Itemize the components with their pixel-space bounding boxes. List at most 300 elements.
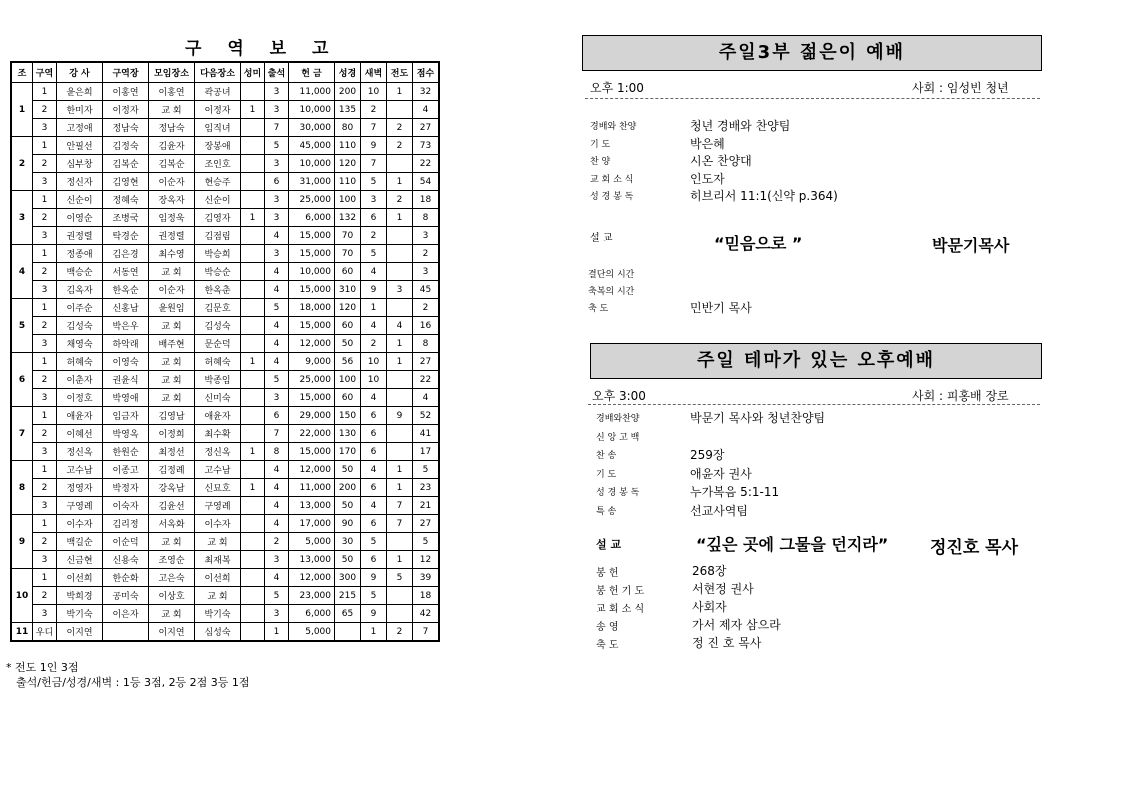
table-cell xyxy=(241,551,265,569)
service2-divider xyxy=(588,404,1040,405)
table-row xyxy=(11,83,439,101)
table-cell: 안필선 xyxy=(57,137,103,155)
table-cell: 1 xyxy=(241,101,265,119)
table-cell xyxy=(241,389,265,407)
table-cell: 1 xyxy=(387,209,413,227)
table-cell: 90 xyxy=(335,515,361,533)
table-cell: 56 xyxy=(335,353,361,371)
order-value: 268장 xyxy=(692,564,727,578)
table-row xyxy=(11,389,439,407)
table-cell: 12,000 xyxy=(289,569,335,587)
table-cell: 서동연 xyxy=(103,263,149,281)
note-evangelism: * 전도 1인 3점 xyxy=(6,661,79,674)
table-cell: 6 xyxy=(361,425,387,443)
table-cell: 4 xyxy=(265,317,289,335)
order-value: 박은혜 xyxy=(690,136,725,151)
table-cell: 3 xyxy=(387,281,413,299)
table-cell: 신순이 xyxy=(195,191,241,209)
table-cell: 3 xyxy=(33,443,57,461)
table-cell: 심성숙 xyxy=(195,623,241,642)
table-cell: 6 xyxy=(265,173,289,191)
table-row xyxy=(11,407,439,425)
table-cell: 22,000 xyxy=(289,425,335,443)
table-cell: 45,000 xyxy=(289,137,335,155)
table-cell: 신홍남 xyxy=(103,299,149,317)
table-cell: 현승주 xyxy=(195,173,241,191)
order-label: 찬 양 xyxy=(590,157,611,167)
order-label: 봉 헌 xyxy=(596,568,619,579)
table-cell: 김영남 xyxy=(149,407,195,425)
table-cell: 100 xyxy=(335,371,361,389)
table-cell: 문순덕 xyxy=(195,335,241,353)
table-row xyxy=(11,497,439,515)
order-label: 성 경 봉 독 xyxy=(590,192,634,202)
table-cell: 15,000 xyxy=(289,389,335,407)
table-cell: 4 xyxy=(361,461,387,479)
table-cell: 김성숙 xyxy=(57,317,103,335)
table-cell: 6 xyxy=(361,209,387,227)
table-cell: 신용숙 xyxy=(103,551,149,569)
table-cell xyxy=(387,533,413,551)
table-cell: 4 xyxy=(265,461,289,479)
table-cell: 김영자 xyxy=(195,209,241,227)
table-cell xyxy=(241,263,265,281)
table-cell: 1 xyxy=(33,137,57,155)
table-cell: 이선희 xyxy=(57,569,103,587)
table-row xyxy=(11,425,439,443)
table-cell: 73 xyxy=(413,137,440,155)
column-header: 점수 xyxy=(413,62,440,83)
service2-sermon-title: “깊은 곳에 그물을 던지라” xyxy=(696,535,889,554)
table-cell: 이정호 xyxy=(57,389,103,407)
table-cell: 3 xyxy=(265,83,289,101)
table-cell: 4 xyxy=(265,281,289,299)
table-cell: 1 xyxy=(33,515,57,533)
order-value: 애윤자 권사 xyxy=(690,466,752,481)
group-cell: 4 xyxy=(11,245,33,299)
table-cell: 10 xyxy=(361,83,387,101)
table-row xyxy=(11,281,439,299)
table-cell: 조병국 xyxy=(103,209,149,227)
order-label: 봉 헌 기 도 xyxy=(596,586,645,597)
service2-preacher: 정진호 목사 xyxy=(930,538,1019,558)
table-cell: 23 xyxy=(413,479,440,497)
table-cell: 15,000 xyxy=(289,281,335,299)
table-row xyxy=(11,209,439,227)
service2-host: 사회 : 피홍배 장로 xyxy=(912,389,1009,403)
table-cell: 1 xyxy=(387,353,413,371)
table-cell: 1 xyxy=(33,245,57,263)
table-cell: 이수자 xyxy=(57,515,103,533)
table-cell: 교 회 xyxy=(149,263,195,281)
table-cell: 54 xyxy=(413,173,440,191)
table-cell: 김복순 xyxy=(149,155,195,173)
table-cell: 김윤자 xyxy=(149,137,195,155)
table-cell: 120 xyxy=(335,299,361,317)
table-cell: 9 xyxy=(361,605,387,623)
table-cell: 정종애 xyxy=(57,245,103,263)
report-title: 구 역 보 고 xyxy=(185,39,339,59)
table-cell: 29,000 xyxy=(289,407,335,425)
table-cell: 22 xyxy=(413,371,440,389)
table-cell: 3 xyxy=(265,155,289,173)
table-cell: 임금자 xyxy=(103,407,149,425)
table-cell: 김정례 xyxy=(149,461,195,479)
table-cell: 135 xyxy=(335,101,361,119)
table-cell: 2 xyxy=(387,623,413,642)
table-cell: 임직녀 xyxy=(195,119,241,137)
service2-sermon-label: 설 교 xyxy=(596,538,622,551)
table-cell: 27 xyxy=(413,353,440,371)
table-cell: 6,000 xyxy=(289,605,335,623)
table-cell: 김정숙 xyxy=(103,137,149,155)
order-label: 기 도 xyxy=(590,139,611,150)
service1-time: 오후 1:00 xyxy=(590,81,644,95)
order-label: 교 회 소 식 xyxy=(590,174,634,185)
table-cell: 7 xyxy=(361,119,387,137)
table-cell: 4 xyxy=(265,353,289,371)
table-cell: 1 xyxy=(361,299,387,317)
table-cell xyxy=(241,137,265,155)
order-label: 송 영 xyxy=(596,622,619,633)
table-cell: 이숙자 xyxy=(103,497,149,515)
table-cell: 임정욱 xyxy=(149,209,195,227)
table-cell: 110 xyxy=(335,173,361,191)
table-cell: 이은자 xyxy=(103,605,149,623)
table-cell: 2 xyxy=(33,263,57,281)
table-cell: 5,000 xyxy=(289,533,335,551)
order-value: 박문기 목사와 청년찬양팀 xyxy=(690,411,826,425)
table-cell: 교 회 xyxy=(149,605,195,623)
table-cell: 3 xyxy=(265,209,289,227)
note-scoring: 출석/헌금/성경/새벽 : 1등 3점, 2등 2점 3등 1점 xyxy=(16,676,250,689)
table-cell: 한미자 xyxy=(57,101,103,119)
group-cell: 10 xyxy=(11,569,33,623)
table-cell: 4 xyxy=(265,569,289,587)
table-cell: 1 xyxy=(387,335,413,353)
table-cell: 윤은희 xyxy=(57,83,103,101)
table-cell: 정신옥 xyxy=(57,443,103,461)
table-cell: 이순덕 xyxy=(103,533,149,551)
table-cell: 이상호 xyxy=(149,587,195,605)
table-cell: 조인호 xyxy=(195,155,241,173)
table-cell: 130 xyxy=(335,425,361,443)
table-header-row xyxy=(11,62,439,83)
column-header: 구역 xyxy=(33,62,57,83)
table-row xyxy=(11,227,439,245)
table-cell: 18,000 xyxy=(289,299,335,317)
table-cell: 11,000 xyxy=(289,83,335,101)
table-cell: 3 xyxy=(33,605,57,623)
table-cell: 3 xyxy=(265,389,289,407)
table-cell xyxy=(387,155,413,173)
table-cell xyxy=(241,587,265,605)
table-cell: 25,000 xyxy=(289,371,335,389)
table-cell: 50 xyxy=(335,551,361,569)
column-header: 강 사 xyxy=(57,62,103,83)
table-cell xyxy=(387,101,413,119)
table-cell: 3 xyxy=(413,263,440,281)
table-cell: 이순자 xyxy=(149,173,195,191)
table-cell xyxy=(241,299,265,317)
table-cell xyxy=(241,569,265,587)
table-cell: 박종임 xyxy=(195,371,241,389)
group-cell: 1 xyxy=(11,83,33,137)
table-cell: 5 xyxy=(361,587,387,605)
table-cell: 교 회 xyxy=(149,353,195,371)
table-cell: 60 xyxy=(335,389,361,407)
table-cell: 김점림 xyxy=(195,227,241,245)
table-cell: 18 xyxy=(413,191,440,209)
table-cell: 2 xyxy=(413,245,440,263)
table-cell: 한옥순 xyxy=(103,281,149,299)
table-cell: 고수남 xyxy=(195,461,241,479)
table-cell: 50 xyxy=(335,497,361,515)
table-cell: 3 xyxy=(413,227,440,245)
table-cell xyxy=(241,623,265,642)
table-cell: 170 xyxy=(335,443,361,461)
table-cell: 박승순 xyxy=(195,263,241,281)
table-cell xyxy=(241,227,265,245)
table-cell: 7 xyxy=(265,119,289,137)
table-cell: 김복순 xyxy=(103,155,149,173)
table-cell: 2 xyxy=(33,209,57,227)
table-cell: 1 xyxy=(241,353,265,371)
table-cell: 최수확 xyxy=(195,425,241,443)
table-cell: 교 회 xyxy=(195,533,241,551)
table-cell xyxy=(335,623,361,642)
table-cell: 9 xyxy=(361,569,387,587)
table-cell: 고정애 xyxy=(57,119,103,137)
table-cell: 50 xyxy=(335,461,361,479)
table-cell: 3 xyxy=(33,389,57,407)
table-cell: 박정자 xyxy=(103,479,149,497)
table-cell: 이순자 xyxy=(149,281,195,299)
table-cell: 6 xyxy=(361,443,387,461)
table-cell: 이정자 xyxy=(103,101,149,119)
table-cell: 3 xyxy=(33,335,57,353)
table-cell: 110 xyxy=(335,137,361,155)
table-cell: 5 xyxy=(413,461,440,479)
table-cell: 신순이 xyxy=(57,191,103,209)
table-cell: 윤원임 xyxy=(149,299,195,317)
group-cell: 6 xyxy=(11,353,33,407)
order-value: 청년 경배와 찬양팀 xyxy=(690,119,791,133)
service1-sermon-label: 설 교 xyxy=(590,233,613,244)
column-header: 조 xyxy=(11,62,33,83)
table-cell: 2 xyxy=(33,533,57,551)
table-cell: 정남숙 xyxy=(103,119,149,137)
table-cell: 5 xyxy=(265,299,289,317)
service1-divider xyxy=(585,98,1040,99)
table-row xyxy=(11,533,439,551)
table-row xyxy=(11,299,439,317)
table-cell: 4 xyxy=(361,263,387,281)
column-header: 출석 xyxy=(265,62,289,83)
table-cell xyxy=(387,587,413,605)
table-cell: 5 xyxy=(361,173,387,191)
table-cell xyxy=(387,389,413,407)
order-label: 찬 송 xyxy=(596,451,617,461)
column-header: 구역장 xyxy=(103,62,149,83)
table-cell: 5 xyxy=(265,371,289,389)
table-cell: 5 xyxy=(387,569,413,587)
table-cell: 이선희 xyxy=(195,569,241,587)
order-label: 교 회 소 식 xyxy=(596,604,645,615)
table-cell xyxy=(241,155,265,173)
table-cell: 허혜숙 xyxy=(195,353,241,371)
column-header: 성경 xyxy=(335,62,361,83)
table-cell: 100 xyxy=(335,191,361,209)
table-cell: 교 회 xyxy=(149,389,195,407)
table-row xyxy=(11,371,439,389)
table-cell: 30,000 xyxy=(289,119,335,137)
table-cell: 3 xyxy=(33,281,57,299)
table-cell: 2 xyxy=(361,227,387,245)
table-cell xyxy=(387,605,413,623)
table-row xyxy=(11,551,439,569)
table-cell: 5 xyxy=(413,533,440,551)
table-cell: 39 xyxy=(413,569,440,587)
table-cell: 9 xyxy=(361,137,387,155)
order-value: 259장 xyxy=(690,448,725,462)
table-cell xyxy=(241,245,265,263)
table-cell: 4 xyxy=(265,497,289,515)
table-cell: 4 xyxy=(361,317,387,335)
table-cell: 3 xyxy=(265,101,289,119)
table-cell: 한원순 xyxy=(103,443,149,461)
table-cell: 1 xyxy=(33,299,57,317)
table-cell: 8 xyxy=(413,209,440,227)
table-cell: 이혜선 xyxy=(57,425,103,443)
table-cell: 3 xyxy=(33,173,57,191)
table-cell: 2 xyxy=(387,119,413,137)
table-cell: 김문호 xyxy=(195,299,241,317)
table-row xyxy=(11,479,439,497)
table-cell: 권정렬 xyxy=(149,227,195,245)
table-row xyxy=(11,569,439,587)
order-label: 축복의 시간 xyxy=(588,287,635,297)
table-cell: 구영례 xyxy=(57,497,103,515)
table-cell: 이수자 xyxy=(195,515,241,533)
table-cell: 권정렬 xyxy=(57,227,103,245)
table-cell: 채영숙 xyxy=(57,335,103,353)
table-cell xyxy=(241,335,265,353)
table-cell: 1 xyxy=(241,209,265,227)
order-value: 인도자 xyxy=(690,171,725,186)
table-cell: 김성숙 xyxy=(195,317,241,335)
table-cell: 김옥자 xyxy=(57,281,103,299)
table-cell: 박영옥 xyxy=(103,425,149,443)
group-cell: 7 xyxy=(11,407,33,461)
table-cell xyxy=(241,191,265,209)
table-cell: 1 xyxy=(387,461,413,479)
table-cell: 2 xyxy=(33,425,57,443)
table-cell: 2 xyxy=(33,155,57,173)
table-cell: 13,000 xyxy=(289,551,335,569)
table-cell: 정신자 xyxy=(57,173,103,191)
order-value: 선교사역팀 xyxy=(690,503,748,518)
table-cell: 120 xyxy=(335,155,361,173)
table-cell: 16 xyxy=(413,317,440,335)
table-cell: 27 xyxy=(413,119,440,137)
table-cell: 12,000 xyxy=(289,461,335,479)
table-cell: 8 xyxy=(413,335,440,353)
table-cell: 3 xyxy=(33,119,57,137)
table-cell: 김윤선 xyxy=(149,497,195,515)
table-cell: 4 xyxy=(413,389,440,407)
group-cell: 5 xyxy=(11,299,33,353)
table-cell xyxy=(387,245,413,263)
table-row xyxy=(11,353,439,371)
table-cell: 4 xyxy=(361,497,387,515)
table-cell: 이영순 xyxy=(57,209,103,227)
table-cell xyxy=(241,83,265,101)
table-cell: 조영순 xyxy=(149,551,195,569)
table-cell: 3 xyxy=(33,497,57,515)
group-cell: 11 xyxy=(11,623,33,642)
table-row xyxy=(11,119,439,137)
table-cell: 10 xyxy=(361,371,387,389)
table-row xyxy=(11,623,439,642)
table-cell: 1 xyxy=(33,191,57,209)
table-cell: 50 xyxy=(335,335,361,353)
table-cell: 5 xyxy=(265,587,289,605)
order-label: 경배와 찬양 xyxy=(590,122,637,132)
table-cell: 정영자 xyxy=(57,479,103,497)
table-cell: 이종고 xyxy=(103,461,149,479)
table-cell: 21 xyxy=(413,497,440,515)
table-cell: 신금현 xyxy=(57,551,103,569)
table-cell: 강옥남 xyxy=(149,479,195,497)
order-value: 가서 제자 삼으라 xyxy=(692,618,781,632)
table-cell: 정혜숙 xyxy=(103,191,149,209)
table-cell xyxy=(387,425,413,443)
table-cell: 2 xyxy=(361,101,387,119)
order-value: 사회자 xyxy=(692,600,727,614)
column-header: 모임장소 xyxy=(149,62,195,83)
service2-time: 오후 3:00 xyxy=(592,389,646,403)
table-cell: 200 xyxy=(335,83,361,101)
table-cell: 이지연 xyxy=(149,623,195,642)
table-cell: 9 xyxy=(361,281,387,299)
table-cell: 1 xyxy=(33,83,57,101)
table-cell: 장봉애 xyxy=(195,137,241,155)
table-cell: 6,000 xyxy=(289,209,335,227)
table-cell: 1 xyxy=(265,623,289,642)
column-header: 전도 xyxy=(387,62,413,83)
service2-banner: 주일 테마가 있는 오후예배 xyxy=(590,343,1042,379)
table-row xyxy=(11,245,439,263)
table-cell: 7 xyxy=(361,155,387,173)
table-row xyxy=(11,443,439,461)
table-cell xyxy=(103,623,149,642)
table-cell xyxy=(241,515,265,533)
table-cell: 65 xyxy=(335,605,361,623)
table-cell: 박영애 xyxy=(103,389,149,407)
table-row xyxy=(11,173,439,191)
table-cell xyxy=(241,425,265,443)
table-cell: 1 xyxy=(33,569,57,587)
table-cell: 1 xyxy=(33,353,57,371)
table-cell: 신묘호 xyxy=(195,479,241,497)
table-cell: 6 xyxy=(361,479,387,497)
table-cell: 6 xyxy=(361,515,387,533)
table-cell: 80 xyxy=(335,119,361,137)
table-cell: 310 xyxy=(335,281,361,299)
table-body xyxy=(11,83,439,642)
table-cell xyxy=(241,605,265,623)
